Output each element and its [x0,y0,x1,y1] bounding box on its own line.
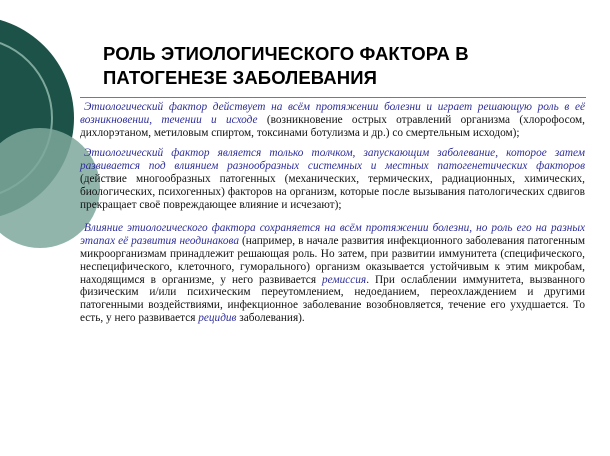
paragraph-3-text-c: заболевания). [236,311,305,324]
paragraph-2-text: (действие многообразных патогенных (механических, термических, радиационных, химических, биологических, психогенных) факторов на организм, которые после вызывания патологических сдвигов прекращает своё повреждающее влияние и исчезают); [80,172,585,211]
paragraph-3-emphasis: Влияние этиологического фактора сохраняется на всём протяжении болезни, но роль его на разных этапах её развития неодинакова [80,222,585,248]
content-body [80,101,585,333]
paragraph-3 [80,222,585,324]
paragraph-2 [80,147,585,211]
term-relapse: рецидив [198,311,237,324]
paragraph-1 [80,101,585,139]
paragraph-3-text-a: (например, в начале развития инфекционного заболевания патогенным микроорганизмам принадлежит решающая роль. Но затем, при развитии иммунитета (специфического, неспецифического, клеточного, гуморального) организм оказывается устойчивым к этим микробам, находящимся в организме, у него развивается [80,235,585,286]
title-line-2: ПАТОГЕНЕЗЕ ЗАБОЛЕВАНИЯ [103,67,378,88]
title-underline [80,97,586,98]
paragraph-1-text: (возникновение острых отравлений организма (хлорофосом, дихлорэтаном, метиловым спиртом, токсинами ботулизма и др.) со смертельным исходом); [80,113,586,139]
page-title [103,42,583,90]
term-remission: ремиссия [322,273,367,286]
paragraph-1-emphasis: Этиологический фактор действует на всём протяжении болезни и играет решающую роль в её возникновении, течении и исходе [80,101,585,126]
title-line-1: РОЛЬ ЭТИОЛОГИЧЕСКОГО ФАКТОРА В [103,43,469,64]
paragraph-2-emphasis: Этиологический фактор является только толчком, запускающим заболевание, которое затем развивается под влиянием разнообразных системных и местных патогенетических факторов [80,147,585,173]
paragraph-3-text-b: . При ослаблении иммунитета, вызванного физическим и/или психическим переутомлением, недоеданием, переохлаждением и другими патогенными воздействиями, инфекционное заболевание возобновляется, течение его ухудшается. То есть, у него развивается [80,273,585,324]
